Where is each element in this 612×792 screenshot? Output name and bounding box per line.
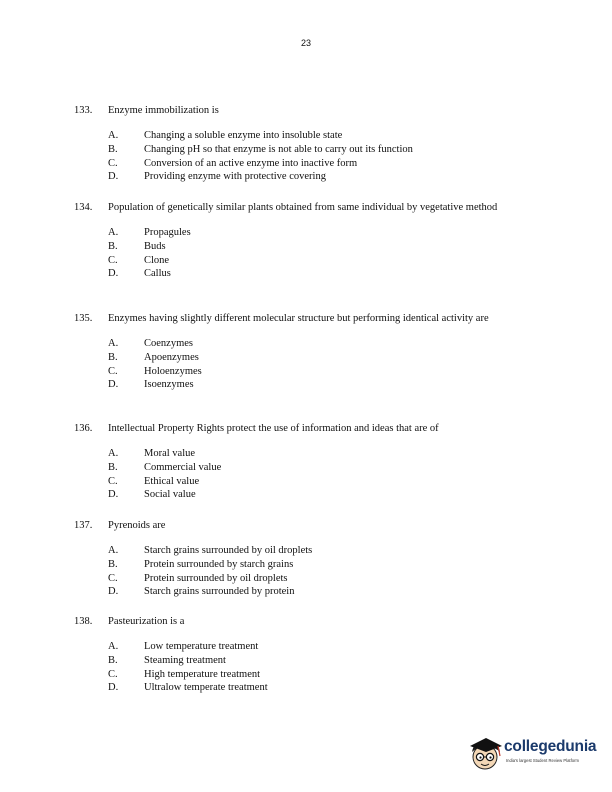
question-number: 133. [74,105,93,116]
question-number: 137. [74,520,93,531]
option-b: B. Apoenzymes [108,351,199,363]
option-list [108,640,534,695]
option-a: A. Moral value [108,448,196,459]
question-text: Pyrenoids are [108,520,166,531]
option-c: C. High temperature treatment [108,668,261,680]
option-c: C. Holoenzymes [108,365,202,377]
option-a: A. Propagules [108,227,191,238]
option-a: A. Coenzymes [108,338,193,349]
question-135 [74,312,534,392]
option-a: A. Starch grains surrounded by oil droplets [108,545,313,556]
option-list [108,544,534,599]
option-c: C. Ethical value [108,475,200,487]
page-number: 23 [300,38,311,48]
question-number: 138. [74,616,93,627]
question-text: Enzymes having slightly different molecular structure but performing identical activity are [108,313,489,324]
logo-tagline: India's largest Student Review Platform [506,758,579,763]
option-b: B. Steaming treatment [108,654,226,666]
option-a: A. Low temperature treatment [108,641,259,652]
question-136 [74,422,534,502]
option-d: D. Isoenzymes [108,379,194,391]
question-number: 135. [74,313,93,324]
option-d: D. Ultralow temperate treatment [108,682,268,694]
option-d: D. Social value [108,489,196,501]
option-list [108,337,534,392]
option-c: C. Conversion of an active enzyme into inactive form [108,157,358,169]
option-b: B. Buds [108,240,166,252]
question-137 [74,519,534,599]
option-b: B. Commercial value [108,461,222,473]
option-d: D. Starch grains surrounded by protein [108,586,295,598]
collegedunia-logo [468,734,600,774]
option-list [108,226,534,281]
question-text: Intellectual Property Rights protect the use of information and ideas that are of [108,423,439,434]
question-number: 134. [74,202,93,213]
question-138 [74,615,534,695]
option-c: C. Protein surrounded by oil droplets [108,572,288,584]
option-list [108,129,534,184]
option-b: B. Protein surrounded by starch grains [108,558,294,570]
option-d: D. Providing enzyme with protective covering [108,171,326,183]
option-b: B. Changing pH so that enzyme is not able to carry out its function [108,143,413,155]
option-c: C. Clone [108,254,170,266]
question-133 [74,104,534,184]
question-134 [74,201,534,281]
option-list [108,447,534,502]
question-text: Pasteurization is a [108,616,185,627]
question-text: Population of genetically similar plants obtained from same individual by vegetative method [108,202,498,213]
option-d: D. Callus [108,268,171,280]
mascot-icon [468,734,504,774]
option-a: A. Changing a soluble enzyme into insoluble state [108,130,343,141]
question-text: Enzyme immobilization is [108,105,219,116]
logo-wordmark: collegedunia [504,738,597,755]
question-number: 136. [74,423,93,434]
